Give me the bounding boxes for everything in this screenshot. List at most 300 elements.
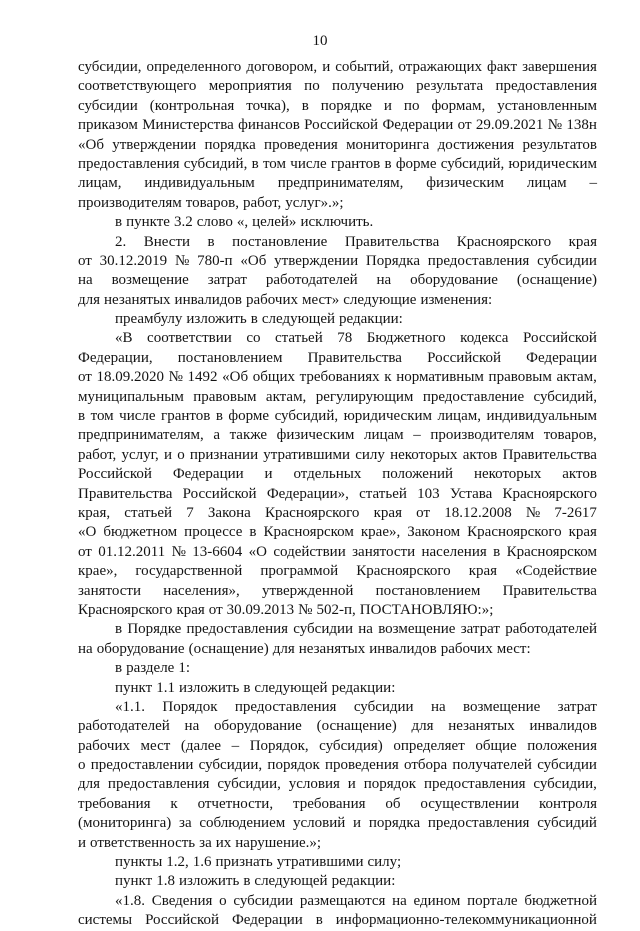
text-line xyxy=(78,426,597,445)
word: том xyxy=(90,408,114,425)
word: в xyxy=(315,912,323,929)
word: 7 xyxy=(186,504,194,521)
text-line xyxy=(78,737,597,756)
word: Законом xyxy=(407,524,461,541)
word: Красноярского xyxy=(467,524,562,541)
word: порядке xyxy=(320,97,372,114)
word: соблюдением xyxy=(199,815,286,832)
word: физическим xyxy=(276,427,355,444)
word: порядок xyxy=(267,757,320,774)
word: процессе xyxy=(184,524,243,541)
word: субсидии, xyxy=(198,757,263,774)
word: правовым xyxy=(488,369,552,386)
text-line xyxy=(78,872,597,891)
word: изменения: xyxy=(420,291,493,308)
word: предоставления xyxy=(78,155,180,172)
word: – xyxy=(413,427,421,444)
word: проведения xyxy=(264,136,338,153)
text-line xyxy=(78,310,597,329)
word: крае», xyxy=(360,524,401,541)
word: индивидуальным xyxy=(144,175,255,192)
word: статьей xyxy=(275,330,323,347)
word: по xyxy=(304,78,320,95)
word: Правительства xyxy=(307,349,402,366)
word: числе xyxy=(119,408,156,425)
word: от xyxy=(457,117,472,134)
word: индивидуальным xyxy=(486,408,597,425)
word: соответствии xyxy=(147,330,232,347)
word: на xyxy=(376,272,392,289)
word: (оснащение) xyxy=(188,640,269,657)
word: от xyxy=(416,504,431,521)
word: 502-п, xyxy=(316,601,356,618)
word: Правительства xyxy=(78,485,173,502)
word: в xyxy=(243,679,251,696)
word: договором, xyxy=(246,59,318,75)
word: проведения xyxy=(325,757,399,774)
word: от xyxy=(78,252,92,269)
word: на xyxy=(392,892,407,909)
word: Красноярском xyxy=(506,543,597,560)
word: соответствующего xyxy=(78,78,197,95)
word: 29.09.2021 xyxy=(475,117,544,134)
text-line xyxy=(78,892,597,911)
word: Красноярского xyxy=(78,601,173,618)
word: 1: xyxy=(178,660,191,677)
text-line xyxy=(78,252,597,271)
word: изложить xyxy=(186,311,247,328)
text-line xyxy=(78,679,597,698)
word: отдельных xyxy=(293,466,362,483)
word: событий, xyxy=(335,59,394,75)
word: Российской xyxy=(427,349,502,366)
text-line xyxy=(78,116,597,135)
word: 18.12.2008 xyxy=(444,504,512,521)
word: слово xyxy=(196,214,233,231)
word: предоставления xyxy=(107,776,210,793)
word: определяет xyxy=(393,737,465,754)
word: Закона xyxy=(207,504,251,521)
word: силу; xyxy=(367,854,402,871)
word: 103 xyxy=(417,485,440,502)
word: нормативным xyxy=(396,369,484,386)
text-line xyxy=(78,368,597,387)
word: к xyxy=(384,369,392,386)
word: товаров, xyxy=(185,194,240,211)
text-line xyxy=(78,194,597,213)
word: (мониторинга) xyxy=(78,815,172,832)
page-number: 10 xyxy=(312,33,328,49)
word: инвалидов xyxy=(174,291,243,308)
word: завершения xyxy=(522,59,597,75)
word: пункт xyxy=(115,873,153,890)
text-line xyxy=(78,291,597,310)
word: постановлением xyxy=(177,349,283,366)
word: признании xyxy=(189,446,259,463)
word: края xyxy=(176,601,205,618)
word: за xyxy=(199,834,212,851)
word: Красноярского xyxy=(456,233,552,250)
word: работодателей xyxy=(505,621,597,638)
word: 78 xyxy=(337,330,353,347)
word: инвалидов xyxy=(529,718,597,735)
word: края xyxy=(373,504,402,521)
word: утверждении xyxy=(274,252,359,269)
word: субсидии, xyxy=(78,59,142,75)
word: производителям xyxy=(78,194,182,211)
word: 3.2 xyxy=(173,214,193,231)
word: (оснащение) xyxy=(316,718,397,735)
word: факт xyxy=(487,59,518,75)
word: № xyxy=(547,117,563,134)
word: в xyxy=(301,97,309,114)
word: работ, xyxy=(243,194,282,211)
word: системы xyxy=(78,912,133,929)
word: лицам, xyxy=(437,408,481,425)
word: ответственность xyxy=(90,834,196,851)
word: пункты xyxy=(115,854,163,871)
word: юридическим xyxy=(343,408,433,425)
text-line xyxy=(78,698,597,717)
word: предоставление xyxy=(422,388,525,405)
word: их xyxy=(215,834,232,851)
word: «Содействие xyxy=(515,563,597,580)
word: субсидий, xyxy=(533,388,597,405)
text-line xyxy=(78,562,597,581)
word: в xyxy=(243,873,251,890)
text-line xyxy=(78,582,597,601)
word: государственной xyxy=(135,563,243,580)
text-line xyxy=(78,155,597,174)
word: предоставления xyxy=(427,815,530,832)
word: Российской xyxy=(304,117,379,134)
word: положения xyxy=(527,737,597,754)
word: получению xyxy=(332,78,404,95)
word: затрат xyxy=(460,621,500,638)
text-line xyxy=(78,446,597,465)
word: предоставления xyxy=(427,252,530,269)
word: (далее xyxy=(180,737,222,754)
word: порядка xyxy=(368,815,421,832)
word: пункте xyxy=(126,214,170,231)
word: Порядок xyxy=(162,698,218,715)
word: форме xyxy=(395,155,437,172)
word: отчетности, xyxy=(197,795,274,812)
word: затрат xyxy=(557,698,597,715)
text-line xyxy=(78,853,597,872)
word: программой xyxy=(260,563,339,580)
word: и xyxy=(264,466,273,483)
word: некоторых xyxy=(473,466,542,483)
text-line xyxy=(78,77,597,96)
word: оборудование xyxy=(213,718,302,735)
word: «Об xyxy=(222,369,249,386)
text-line xyxy=(78,640,597,659)
word: субсидии, xyxy=(217,776,281,793)
word: Бюджетного xyxy=(366,330,446,347)
word: (оснащение) xyxy=(516,272,597,289)
word: – xyxy=(589,175,597,192)
word: занятости xyxy=(352,543,416,560)
word: актам, xyxy=(265,388,307,405)
word: «Об xyxy=(240,252,267,269)
word: физическим xyxy=(426,175,505,192)
word: изложить xyxy=(178,873,240,890)
word: 1.1 xyxy=(156,679,175,696)
word: и xyxy=(163,446,173,463)
word: форме xyxy=(228,408,270,425)
word: Федерации xyxy=(382,117,454,134)
word: Правительства xyxy=(344,233,440,250)
text-line xyxy=(78,233,597,252)
text-line xyxy=(78,659,597,678)
word: занятости xyxy=(78,582,141,599)
text-line xyxy=(78,97,597,116)
word: субсидий, xyxy=(274,408,339,425)
word: информационно-телекоммуникационной xyxy=(335,912,597,929)
word: в xyxy=(78,408,86,425)
word: следующей xyxy=(254,679,328,696)
text-line xyxy=(78,601,597,620)
word: некоторых xyxy=(390,446,458,463)
word: для xyxy=(78,776,101,793)
word: субсидии xyxy=(233,892,294,909)
word: следующей xyxy=(261,311,336,328)
word: в xyxy=(251,155,259,172)
word: на xyxy=(358,621,373,638)
word: незанятых xyxy=(104,291,171,308)
word: субсидии xyxy=(78,97,138,114)
word: об xyxy=(385,795,401,812)
text-line xyxy=(78,329,597,348)
word: населения», xyxy=(163,582,240,599)
word: и xyxy=(353,815,362,832)
word: края xyxy=(568,233,597,250)
word: работ, xyxy=(78,446,117,463)
word: 18.09.2020 xyxy=(96,369,164,386)
word: регулирующим xyxy=(315,388,414,405)
word: «О xyxy=(78,524,97,541)
text-line xyxy=(78,485,597,504)
word: предоставлении xyxy=(90,757,194,774)
text-line xyxy=(78,465,597,484)
word: общие xyxy=(475,737,517,754)
word: «Об xyxy=(78,136,104,153)
word: порядка xyxy=(204,136,256,153)
word: Федерации xyxy=(231,912,303,929)
word: преамбулу xyxy=(115,311,183,328)
word: размещаются xyxy=(299,892,386,909)
word: предпринимателям, xyxy=(78,427,204,444)
word: субсидий xyxy=(537,815,597,832)
word: мониторинга xyxy=(346,136,430,153)
word: незанятых xyxy=(298,640,366,657)
word: затрат xyxy=(207,272,247,289)
word: положений xyxy=(382,466,454,483)
word: приказом xyxy=(78,117,138,134)
word: лицам xyxy=(363,427,404,444)
word: 7-2617 xyxy=(554,504,597,521)
word: мероприятия xyxy=(208,78,292,95)
word: получателей xyxy=(452,757,532,774)
word: статьей xyxy=(124,504,173,521)
word: предоставления xyxy=(495,78,597,95)
word: работодателей xyxy=(78,718,170,735)
word: мест xyxy=(140,737,171,754)
word: услуг, xyxy=(121,446,159,463)
word: от xyxy=(78,369,92,386)
text-line xyxy=(78,407,597,426)
word: со xyxy=(246,330,261,347)
word: условий xyxy=(293,815,346,832)
word: числе xyxy=(290,155,327,172)
word: в xyxy=(207,233,215,250)
word: края xyxy=(468,563,498,580)
word: порядок xyxy=(363,776,417,793)
word: в xyxy=(493,543,501,560)
word: требования xyxy=(292,795,366,812)
word: правовым xyxy=(193,388,257,405)
word: на xyxy=(430,698,446,715)
word: в xyxy=(215,408,223,425)
word: на xyxy=(78,272,93,289)
word: 30.09.2013 xyxy=(226,601,295,618)
word: актам, xyxy=(556,369,597,386)
word: статьей xyxy=(359,485,407,502)
word: работодателей xyxy=(265,272,358,289)
word: лицам, xyxy=(78,175,122,192)
text-line xyxy=(78,717,597,736)
word: юридическим xyxy=(508,155,597,172)
word: и xyxy=(383,97,392,114)
word: определенного xyxy=(146,59,242,75)
word: 01.12.2011 xyxy=(98,543,166,560)
word: в xyxy=(384,155,392,172)
word: разделе xyxy=(126,660,175,677)
word: 2. xyxy=(115,233,127,250)
word: в xyxy=(115,660,123,677)
word: рабочих xyxy=(78,737,130,754)
word: требования xyxy=(78,795,151,812)
text-line xyxy=(78,620,597,639)
word: следующей xyxy=(254,873,328,890)
word: от xyxy=(78,543,92,560)
word: осуществлении xyxy=(420,795,520,812)
word: нарушение.»; xyxy=(235,834,322,851)
word: Российской xyxy=(522,330,597,347)
document-body xyxy=(78,58,597,931)
word: редакции: xyxy=(331,679,396,696)
word: Внести xyxy=(143,233,191,250)
word: контроля xyxy=(539,795,597,812)
text-line xyxy=(78,834,597,853)
text-line xyxy=(78,523,597,542)
word: о xyxy=(78,757,86,774)
word: предоставления xyxy=(234,698,337,715)
word: Российской xyxy=(78,466,152,483)
word: Правительства xyxy=(502,446,597,463)
word: утвержденной xyxy=(261,582,354,599)
word: Российской xyxy=(145,912,220,929)
text-line xyxy=(78,174,597,193)
word: ПОСТАНОВЛЯЮ:»; xyxy=(359,601,494,618)
word: едином xyxy=(413,892,461,909)
word: пункт xyxy=(115,679,153,696)
word: точка), xyxy=(246,97,290,114)
word: бюджетной xyxy=(524,892,597,909)
word: субсидий, xyxy=(183,155,248,172)
word: и xyxy=(78,834,87,851)
word: № xyxy=(171,543,186,560)
word: Порядка xyxy=(365,252,420,269)
word: для xyxy=(411,718,434,735)
text-line xyxy=(78,543,597,562)
word: субсидии xyxy=(537,757,597,774)
word: Порядок, xyxy=(249,737,309,754)
word: Устава xyxy=(449,485,493,502)
word: субсидии xyxy=(537,252,597,269)
word: Федерации, xyxy=(78,349,153,366)
word: 1.2, xyxy=(166,854,189,871)
text-line xyxy=(78,213,597,232)
word: достижения xyxy=(437,136,515,153)
word: – xyxy=(231,737,240,754)
word: содействии xyxy=(273,543,346,560)
word: формам, xyxy=(431,97,486,114)
word: «О xyxy=(248,543,267,560)
word: предпринимателям, xyxy=(277,175,404,192)
word: (контрольная xyxy=(149,97,235,114)
word: 13-6604 xyxy=(192,543,243,560)
word: условия xyxy=(288,776,340,793)
word: субсидии xyxy=(293,621,354,638)
word: постановление xyxy=(232,233,328,250)
word: утратившими xyxy=(276,854,364,871)
word: субсидий, xyxy=(440,155,505,172)
word: том xyxy=(262,155,287,172)
word: о xyxy=(177,446,185,463)
word: услуг».»; xyxy=(285,194,344,211)
word: исключить. xyxy=(300,214,374,231)
word: «, xyxy=(236,214,249,231)
word: в xyxy=(115,621,123,638)
word: рабочих xyxy=(440,640,493,657)
word: отражающих xyxy=(398,59,482,75)
word: предоставления xyxy=(423,776,526,793)
word: за xyxy=(179,815,192,832)
word: грантов xyxy=(161,408,211,425)
word: установленным xyxy=(497,97,597,114)
word: оборудование xyxy=(410,272,498,289)
word: портале xyxy=(467,892,518,909)
word: Федерации xyxy=(172,466,244,483)
word: финансов xyxy=(238,117,300,134)
word: для xyxy=(78,291,101,308)
word: утратившими xyxy=(263,446,351,463)
word: и xyxy=(322,59,331,75)
word: и xyxy=(347,776,356,793)
word: № xyxy=(168,369,183,386)
word: редакции: xyxy=(331,873,396,890)
word: актов xyxy=(562,466,597,483)
word: в xyxy=(115,214,123,231)
word: результата xyxy=(416,78,484,95)
word: Порядке xyxy=(127,621,182,638)
word: Красноярском xyxy=(263,524,354,541)
word: Министерства xyxy=(142,117,234,134)
word: субсидии, xyxy=(533,776,597,793)
word: кодекса xyxy=(460,330,509,347)
